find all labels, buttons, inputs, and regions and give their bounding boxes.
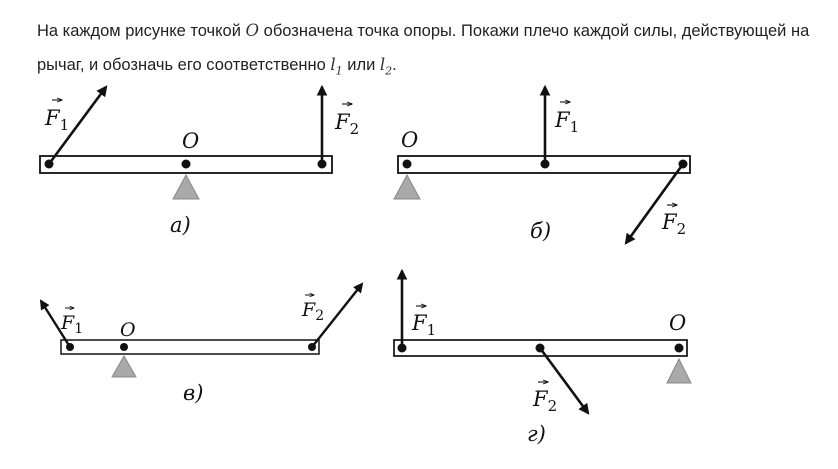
pivot-point [182, 160, 191, 169]
figure-caption: а) [170, 213, 191, 237]
pivot-label: O [120, 319, 136, 341]
figure-caption: г) [527, 422, 546, 446]
pivot-point [403, 160, 412, 169]
fulcrum-triangle [112, 356, 136, 377]
force-label-f1: $F_1$ [555, 108, 580, 136]
pivot-point [675, 344, 684, 353]
pivot-point [120, 343, 128, 351]
pivot-label: O [182, 129, 200, 153]
force-label-f1: $F_1$ [412, 311, 437, 339]
fulcrum-triangle [394, 175, 420, 199]
arm-symbol-l1: $l_1$ [330, 55, 343, 78]
force-label-f2: $F_2$ [302, 299, 325, 324]
fulcrum-triangle [173, 175, 199, 199]
pivot-symbol: O [245, 21, 260, 40]
force-label-f1: $F_1$ [61, 312, 84, 337]
task-text: На каждом рисунке точкой O обозначена точка опоры. Покажи плечо каждой силы, действующей на рычаг, и обозначь его соответственно $l_1$ или $l_2$. [37, 21, 810, 78]
force-label-f2: $F_2$ [335, 110, 360, 138]
pivot-label: O [669, 311, 687, 335]
arm-symbol-l2: $l_2$ [379, 55, 393, 78]
lever-bar [61, 340, 319, 354]
force-label-f2: $F_2$ [533, 387, 558, 415]
figure-g [394, 271, 691, 446]
pivot-label: O [401, 128, 419, 152]
figure-v [41, 284, 362, 405]
figure-caption: б) [530, 219, 552, 243]
figure-caption: в) [183, 381, 204, 405]
figure-b [394, 87, 690, 243]
force-label-f2: $F_2$ [662, 210, 687, 238]
force-label-f1: $F_1$ [45, 106, 70, 134]
figure-a [40, 87, 359, 237]
fulcrum-triangle [667, 359, 691, 383]
